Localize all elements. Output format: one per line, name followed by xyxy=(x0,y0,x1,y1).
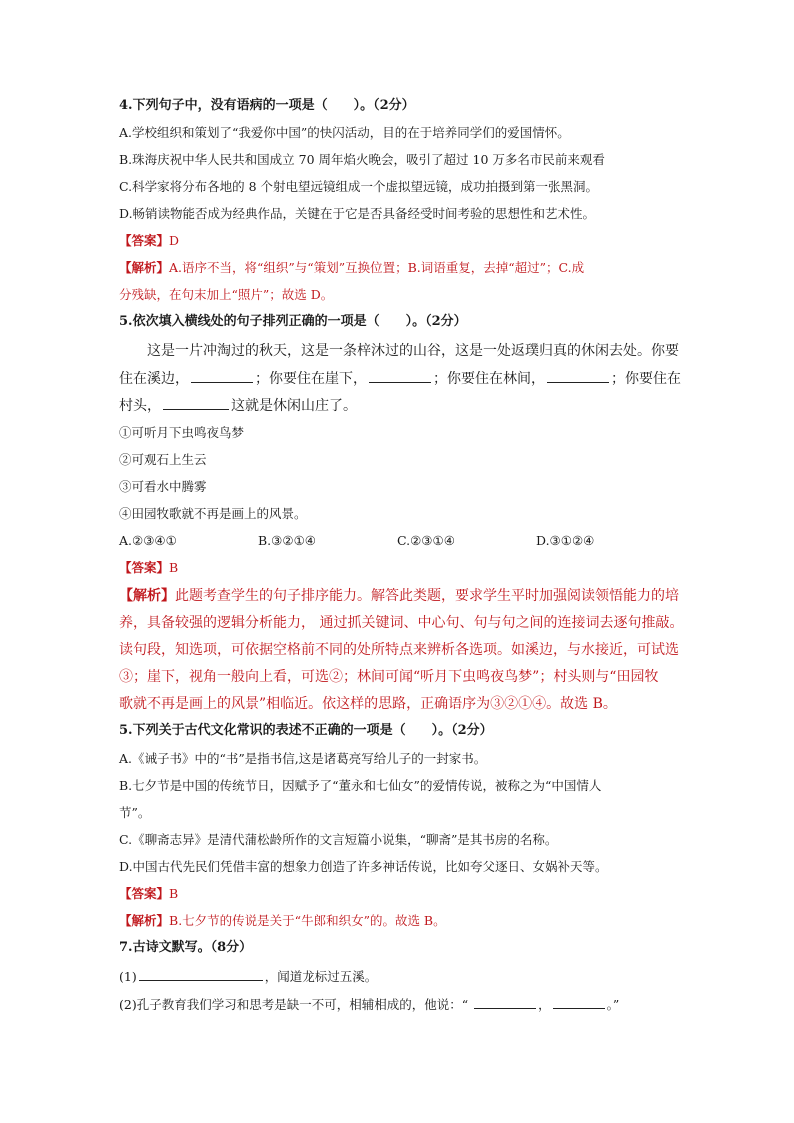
blank-q7-1 xyxy=(139,967,263,981)
blank-q7-2a xyxy=(474,995,536,1009)
q5-choice-a: A.②③④① xyxy=(119,533,177,548)
q6-answer xyxy=(119,885,178,903)
answer-label: 【答案】 xyxy=(119,233,170,248)
answer-label: 【答案】 xyxy=(119,886,170,901)
analysis-text: B.七夕节的传说是关于“牛郎和织女”的。故选 B。 xyxy=(169,913,446,928)
q5-choice-b: B.③②①④ xyxy=(258,533,316,548)
q4-analysis-line-2: 分残缺，在句末加上“照片”；故选 D。 xyxy=(119,287,334,302)
q6-option-d: D.中国古代先民们凭借丰富的想象力创造了许多神话传说，比如夸父逐日、女娲补天等。 xyxy=(119,859,608,874)
blank-4 xyxy=(163,396,229,410)
q6-title: 5.下列关于古代文化常识的表述不正确的一项是（ ）。（2分） xyxy=(119,723,493,738)
item-separator: ， xyxy=(538,997,551,1012)
q5-analysis-line-5: 歌就不再是画上的风景”相临近。依这样的思路，正确语序为③②①④。故选 B。 xyxy=(119,696,617,712)
q4-analysis-line-1 xyxy=(119,259,584,277)
answer-value: D xyxy=(169,233,180,248)
q6-option-c: C.《聊斋志异》是清代蒲松龄所作的文言短篇小说集，“聊斋”是其书房的名称。 xyxy=(119,832,558,847)
q4-option-a: A.学校组织和策划了“我爱你中国”的快闪活动，目的在于培养同学们的爱国情怀。 xyxy=(119,125,570,140)
q5-item-1: ①可听月下虫鸣夜鸟梦 xyxy=(119,425,245,440)
q5-passage-line-3 xyxy=(119,396,357,415)
q6-option-b: B.七夕节是中国的传统节日，因赋予了“董永和七仙女”的爱情传说，被称之为“中国情人 xyxy=(119,778,602,793)
q5-passage-line-1: 这是一片冲淘过的秋天，这是一条梓沐过的山谷，这是一处返璞归真的休闲去处。你要 xyxy=(147,343,679,359)
q5-passage-line-2 xyxy=(119,369,681,388)
item-text: (2)孔子教育我们学习和思考是缺一不可，相辅相成的，他说：“ xyxy=(119,997,473,1012)
analysis-label: 【解析】 xyxy=(119,588,175,604)
q5-choice-c: C.②③①④ xyxy=(397,533,455,548)
q5-answer xyxy=(119,559,178,577)
blank-2 xyxy=(369,369,431,383)
passage-text: 这就是休闲山庄了。 xyxy=(231,398,357,414)
passage-text: ；你要住在林间， xyxy=(433,371,545,387)
q5-analysis-line-2: 养，具备较强的逻辑分析能力， 通过抓关键词、中心句、句与句之间的连接词去逐句推敲。 xyxy=(119,615,684,631)
q7-item-2 xyxy=(119,995,619,1014)
passage-text: ；你要住在崖下， xyxy=(255,371,367,387)
passage-text: 住在溪边， xyxy=(119,371,189,387)
blank-1 xyxy=(191,369,253,383)
passage-text: 村头， xyxy=(119,398,161,414)
q6-analysis xyxy=(119,912,446,930)
analysis-label: 【解析】 xyxy=(119,260,170,275)
q5-analysis-line-4: ③；崖下，视角一般向上看，可选②；林间可闻“听月下虫鸣夜鸟梦”；村头则与“田园牧 xyxy=(119,669,659,685)
blank-q7-2b xyxy=(553,995,605,1009)
answer-value: B xyxy=(169,560,179,575)
q5-item-3: ③可看水中腾雾 xyxy=(119,479,207,494)
q4-option-b: B.珠海庆祝中华人民共和国成立 70 周年焰火晚会，吸引了超过 10 万多名市民前来观看 xyxy=(119,152,605,167)
q5-item-4: ④田园牧歌就不再是画上的风景。 xyxy=(119,506,307,521)
answer-value: B xyxy=(169,886,179,901)
q6-option-a: A.《诫子书》中的“书”是指书信,这是诸葛亮写给儿子的一封家书。 xyxy=(119,751,487,766)
item-end: 。” xyxy=(606,997,620,1012)
item-text: ，闻道龙标过五溪。 xyxy=(264,969,378,984)
item-number: (1) xyxy=(119,969,137,984)
q5-analysis-line-3: 读句段，知选项，可依据空格前不同的处所特点来辨析各选项。如溪边，与水接近，可试选 xyxy=(119,642,679,658)
analysis-label: 【解析】 xyxy=(119,913,170,928)
q5-item-2: ②可观石上生云 xyxy=(119,452,207,467)
q4-title: 4.下列句子中，没有语病的一项是（ ）。（2分） xyxy=(119,98,415,113)
q4-option-d: D.畅销读物能否成为经典作品，关键在于它是否具备经受时间考验的思想性和艺术性。 xyxy=(119,206,596,221)
answer-label: 【答案】 xyxy=(119,560,170,575)
q7-item-1 xyxy=(119,967,377,986)
passage-text: ；你要住在 xyxy=(611,371,681,387)
blank-3 xyxy=(547,369,609,383)
q5-title: 5.依次填入横线处的句子排列正确的一项是（ ）。（2分） xyxy=(119,314,467,329)
q6-option-b-cont: 节”。 xyxy=(119,805,151,820)
q4-option-c: C.科学家将分布各地的 8 个射电望远镜组成一个虚拟望远镜，成功拍摄到第一张黑洞。 xyxy=(119,179,598,194)
q4-answer xyxy=(119,232,179,250)
q5-choice-d: D.③①②④ xyxy=(536,533,595,548)
q5-analysis-line-1 xyxy=(119,587,679,605)
q7-title: 7.古诗文默写。（8分） xyxy=(119,940,253,955)
analysis-text: A.语序不当，将“组织”与“策划”互换位置；B.词语重复，去掉“超过”；C.成 xyxy=(169,260,585,275)
analysis-text: 此题考查学生的句子排序能力。解答此类题，要求学生平时加强阅读领悟能力的培 xyxy=(175,588,679,604)
